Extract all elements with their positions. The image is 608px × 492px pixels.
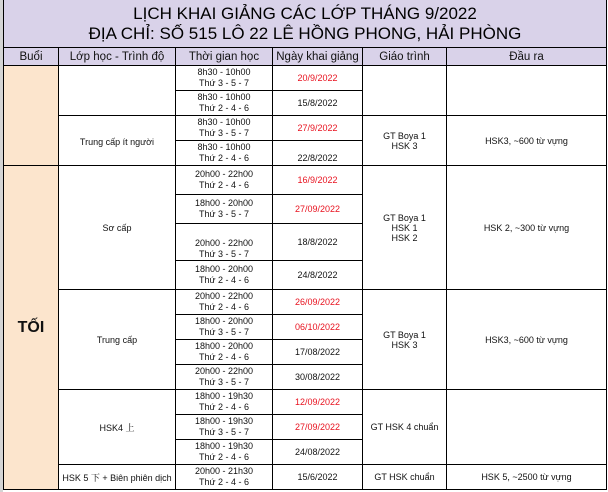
title-line-1: LỊCH KHAI GIẢNG CÁC LỚP THÁNG 9/2022 [133,3,477,23]
time-range: 18h00 - 20h00 [194,341,254,351]
col-header-lop: Lớp học - Trình độ [59,48,176,66]
textbook-line: HSK 1 [391,222,418,233]
textbook-line: HSK 3 [391,140,418,151]
schedule-sheet [3,0,606,490]
schedule-time-cell [176,166,273,195]
weekdays: Thứ 2 - 4 - 6 [198,477,250,487]
table-row [4,116,607,141]
weekdays: Thứ 2 - 4 - 6 [198,180,250,190]
weekdays: Thứ 3 - 5 - 7 [198,249,250,259]
schedule-time-cell [176,315,273,340]
textbook-cell [363,465,447,490]
time-range: 8h30 - 10h00 [197,67,251,77]
table-row [4,390,607,415]
schedule-time-cell [176,224,273,261]
schedule-time-cell [176,340,273,365]
textbook-line: HSK 2 [391,232,418,243]
textbook-line: HSK 3 [391,339,418,350]
class-level-cell: HSK 5 下 + Biên phiên dịch [59,465,176,490]
class-level-cell: Sơ cấp [59,166,176,290]
outcome-cell: HSK3, ~600 từ vựng [447,116,607,166]
textbook-line: GT Boya 1 [383,130,426,141]
schedule-time-cell [176,66,273,91]
col-header-thoigian: Thời gian học [176,48,273,66]
weekdays: Thứ 2 - 4 - 6 [198,402,250,412]
start-date-cell: 27/09/2022 [273,195,363,224]
weekdays: Thứ 3 - 5 - 7 [198,209,250,219]
start-date-cell: 12/09/2022 [273,390,363,415]
schedule-time-cell [176,465,273,490]
table-row [4,465,607,490]
textbook-cell [363,116,447,166]
textbook-line: GT HSK 4 chuẩn [370,422,439,432]
time-range: 8h30 - 10h00 [197,142,251,152]
weekdays: Thứ 3 - 5 - 7 [198,427,250,437]
weekdays: Thứ 3 - 5 - 7 [198,377,250,387]
schedule-time-cell [176,141,273,166]
time-range: 20h00 - 21h30 [194,466,254,476]
time-range: 8h30 - 10h00 [197,92,251,102]
page-title [4,0,607,48]
weekdays: Thứ 3 - 5 - 7 [198,327,250,337]
start-date-cell: 30/08/2022 [273,365,363,390]
time-range: 18h00 - 19h30 [194,391,254,401]
header-row [4,48,607,66]
time-range: 20h00 - 22h00 [194,238,254,248]
outcome-cell [447,390,607,465]
start-date-cell: 16/9/2022 [273,166,363,195]
outcome-cell: HSK 5, ~2500 từ vựng [447,465,607,490]
start-date-cell: 27/09/2022 [273,415,363,440]
schedule-time-cell [176,195,273,224]
title-line-2: ĐỊA CHỈ: SỐ 515 LÔ 22 LÊ HỒNG PHONG, HẢI PHÒNG [88,23,522,43]
time-range: 18h00 - 20h00 [194,264,254,274]
time-range: 20h00 - 22h00 [194,291,254,301]
textbook-line: GT Boya 1 [383,212,426,223]
time-range: 8h30 - 10h00 [197,117,251,127]
textbook-cell [363,66,447,116]
start-date-cell: 20/9/2022 [273,66,363,91]
time-range: 18h00 - 20h00 [194,198,254,208]
time-range: 18h00 - 19h30 [194,416,254,426]
start-date-cell: 26/09/2022 [273,290,363,315]
session-cell [4,66,59,166]
start-date-cell: 17/08/2022 [273,340,363,365]
weekdays: Thứ 3 - 5 - 7 [198,128,250,138]
start-date-cell: 22/8/2022 [273,141,363,166]
start-date-cell: 15/6/2022 [273,465,363,490]
weekdays: Thứ 2 - 4 - 6 [198,352,250,362]
time-range: 20h00 - 22h00 [194,366,254,376]
outcome-cell: HSK3, ~600 từ vựng [447,290,607,390]
session-cell: TỐI [4,166,59,490]
time-range: 20h00 - 22h00 [194,169,254,179]
textbook-line: GT Boya 1 [383,329,426,340]
schedule-time-cell [176,261,273,290]
start-date-cell: 24/08/2022 [273,440,363,465]
time-range: 18h00 - 20h00 [194,316,254,326]
weekdays: Thứ 2 - 4 - 6 [198,153,250,163]
textbook-cell [363,290,447,390]
col-header-ngay: Ngày khai giảng [273,48,363,66]
class-level-cell [59,66,176,116]
textbook-cell [363,166,447,290]
outcome-cell [447,66,607,116]
schedule-time-cell [176,116,273,141]
weekdays: Thứ 2 - 4 - 6 [198,103,250,113]
col-header-buoi: Buổi [4,48,59,66]
start-date-cell: 24/8/2022 [273,261,363,290]
textbook-cell [363,390,447,465]
start-date-cell: 15/8/2022 [273,91,363,116]
col-header-daura: Đầu ra [447,48,607,66]
schedule-table [3,0,607,490]
outcome-cell: HSK 2, ~300 từ vựng [447,166,607,290]
time-range: 18h00 - 19h30 [194,441,254,451]
col-header-giaotrinh: Giáo trình [363,48,447,66]
weekdays: Thứ 2 - 4 - 6 [198,302,250,312]
schedule-time-cell [176,91,273,116]
weekdays: Thứ 2 - 4 - 6 [198,275,250,285]
start-date-cell: 27/9/2022 [273,116,363,141]
schedule-time-cell [176,365,273,390]
weekdays: Thứ 2 - 4 - 6 [198,452,250,462]
class-level-cell: Trung cấp ít người [59,116,176,166]
class-level-cell: Trung cấp [59,290,176,390]
schedule-time-cell [176,415,273,440]
textbook-line: GT HSK chuẩn [374,472,435,482]
table-row [4,66,607,91]
schedule-time-cell [176,390,273,415]
title-row [4,0,607,48]
table-row [4,166,607,195]
start-date-cell: 18/8/2022 [273,224,363,261]
weekdays: Thứ 3 - 5 - 7 [198,78,250,88]
table-row [4,290,607,315]
start-date-cell: 06/10/2022 [273,315,363,340]
schedule-time-cell [176,290,273,315]
class-level-cell: HSK4 上 [59,390,176,465]
schedule-time-cell [176,440,273,465]
